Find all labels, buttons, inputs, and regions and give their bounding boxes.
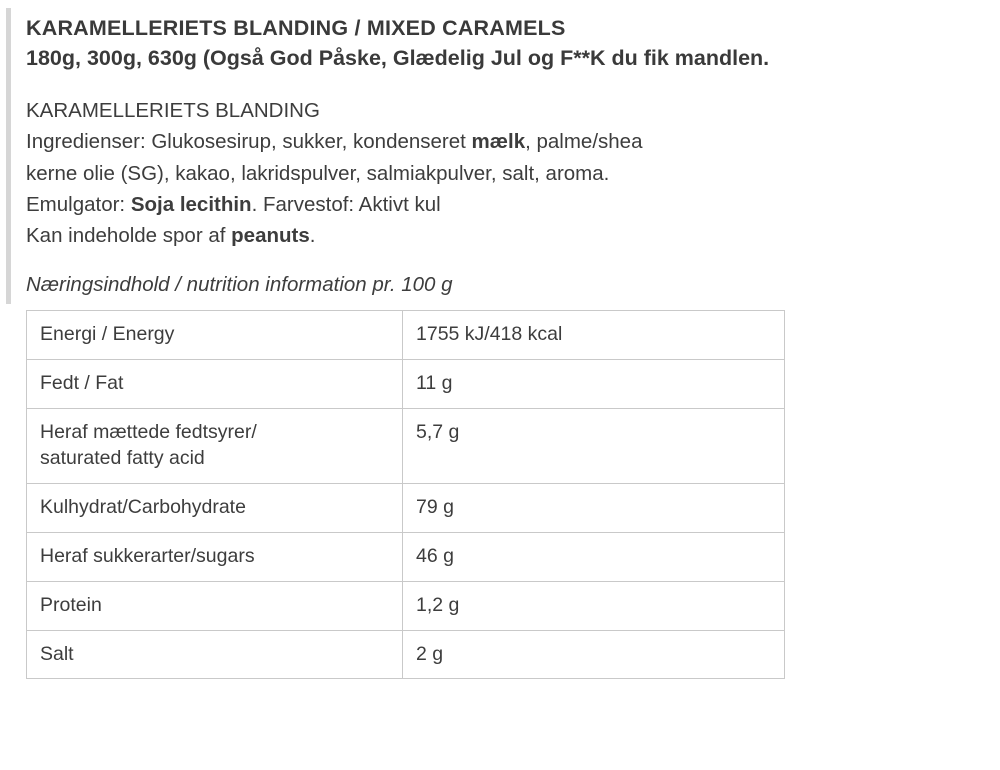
nutrition-label: Salt <box>27 630 403 679</box>
nutrition-value: 1,2 g <box>403 581 785 630</box>
ingredients-line1 <box>26 126 980 157</box>
nutrition-value: 2 g <box>403 630 785 679</box>
table-row <box>27 483 785 532</box>
nutrition-label-line2: saturated fatty acid <box>40 446 205 469</box>
traces-prefix: Kan indeholde spor af <box>26 223 232 247</box>
nutrition-value: 5,7 g <box>403 408 785 483</box>
product-title-line1: KARAMELLERIETS BLANDING / MIXED CARAMELS <box>26 16 566 40</box>
nutrition-label: Energi / Energy <box>27 311 403 360</box>
emulsifier-prefix: Emulgator: <box>26 192 131 216</box>
table-row <box>27 630 785 679</box>
ingredients-mid: , palme/shea <box>525 130 643 154</box>
allergen-peanuts: peanuts <box>231 223 310 247</box>
nutrition-label: Protein <box>27 581 403 630</box>
nutrition-value: 1755 kJ/418 kcal <box>403 311 785 360</box>
emulsifier-line <box>26 189 980 220</box>
body-spacer <box>26 251 980 273</box>
nutrition-value: 79 g <box>403 483 785 532</box>
nutrition-label: Heraf sukkerarter/sugars <box>27 532 403 581</box>
ingredients-block <box>26 95 980 251</box>
allergen-milk: mælk <box>471 130 526 154</box>
nutrition-value: 11 g <box>403 360 785 409</box>
allergen-soy: Soja lecithin <box>130 192 252 216</box>
nutrition-table <box>26 310 785 679</box>
nutrition-label: Kulhydrat/Carbohydrate <box>27 483 403 532</box>
title-spacer <box>26 73 980 95</box>
product-title-line2: 180g, 300g, 630g (Også God Påske, Glædelig Jul og F**K du fik mandlen. <box>26 45 770 70</box>
nutrition-label: Fedt / Fat <box>27 360 403 409</box>
nutrition-value: 46 g <box>403 532 785 581</box>
nutrition-caption: Næringsindhold / nutrition information pr. 100 g <box>26 273 453 297</box>
table-row <box>27 311 785 360</box>
nutrition-label-line1: Heraf mættede fedtsyrer/ <box>40 420 257 443</box>
product-name: KARAMELLERIETS BLANDING <box>26 99 320 123</box>
left-accent-rule <box>6 8 11 304</box>
ingredients-prefix: Ingredienser: Glukosesirup, sukker, kondenseret <box>26 130 472 154</box>
nutrition-label <box>27 408 403 483</box>
ingredients-line2: kerne olie (SG), kakao, lakridspulver, salmiakpulver, salt, aroma. <box>26 161 610 185</box>
emulsifier-suffix: . Farvestof: Aktivt kul <box>251 192 441 216</box>
table-row <box>27 532 785 581</box>
table-row <box>27 408 785 483</box>
traces-suffix: . <box>309 223 316 247</box>
table-row <box>27 360 785 409</box>
table-row <box>27 581 785 630</box>
traces-line <box>26 220 980 251</box>
